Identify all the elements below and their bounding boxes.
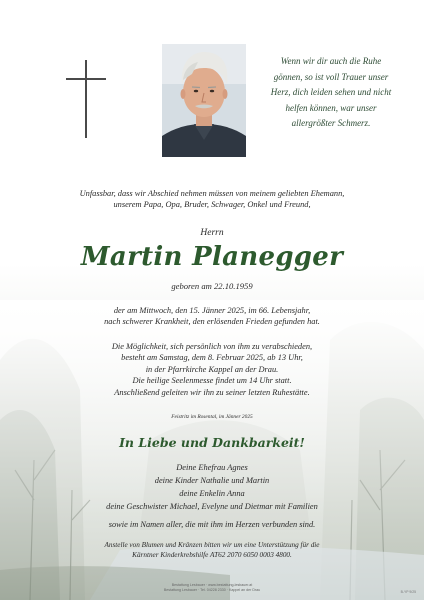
print-code: B-YP 9/25 — [400, 590, 416, 594]
footer-line: Bestattung Lesbauer · Tel. 04228 2330 · Kappel an der Drau — [163, 588, 261, 592]
ceremony-line: besteht am Samstag, dem 8. Februar 2025, ab 13 Uhr, — [121, 353, 303, 363]
cross-icon — [66, 60, 106, 138]
memorial-quote — [254, 54, 408, 132]
family-children: deine Kinder Nathalie und Martin — [154, 476, 270, 486]
ceremony-line: Anschließend geleiten wir ihn zu seiner letzten Ruhestätte. — [114, 387, 310, 397]
donation-request — [20, 541, 404, 560]
quote-line: allergrößter Schmerz. — [291, 118, 371, 128]
funeral-home-footer — [10, 583, 414, 593]
ceremony-line: in der Pfarrkirche Kappel an der Drau. — [145, 364, 279, 374]
footer-line: Bestattung Lesbauer · www.bestattung-lesbauer.at — [171, 583, 253, 587]
family-grandchild: deine Enkelin Anna — [179, 489, 245, 499]
death-line: der am Mittwoch, den 15. Jänner 2025, im 66. Lebensjahr, — [113, 306, 311, 315]
quote-line: Herz, dich leiden sehen und nicht — [270, 87, 392, 97]
ceremony-line: Die Möglichkeit, sich persönlich von ihm zu verabschieden, — [111, 342, 313, 351]
salutation: Herrn — [200, 228, 224, 238]
intro-text — [20, 188, 404, 211]
ceremony-line: Die heilige Seelenmesse findet um 14 Uhr statt. — [132, 376, 292, 386]
family-wife: Deine Ehefrau Agnes — [176, 463, 248, 472]
death-line: nach schwerer Krankheit, den erlösenden Frieden gefunden hat. — [104, 317, 320, 327]
quote-line: Wenn wir dir auch die Ruhe — [280, 56, 382, 66]
ceremony-info — [20, 341, 404, 398]
quote-line: gönnen, so ist voll Trauer unser — [273, 71, 389, 82]
family-siblings: deine Geschwister Michael, Evelyne und Dietmar mit Familien — [106, 502, 318, 512]
family-others: sowie im Namen aller, die mit ihm im Herzen verbunden sind. — [108, 519, 316, 529]
love-heading: In Liebe und Dankbarkeit! — [119, 435, 305, 450]
donation-line: Anstelle von Blumen und Kränzen bitten wir um eine Unterstützung für die — [104, 541, 320, 549]
deceased-portrait-photo — [162, 44, 246, 157]
donation-line: Kärntner Kinderkrebshilfe AT62 2070 6050 0003 4800. — [132, 550, 292, 559]
quote-line: helfen können, war unser — [285, 102, 377, 113]
birth-date: geboren am 22.10.1959 — [171, 281, 253, 291]
intro-line: unserem Papa, Opa, Bruder, Schwager, Onkel und Freund, — [113, 200, 311, 210]
intro-line: Unfassbar, dass wir Abschied nehmen müssen von meinem geliebten Ehemann, — [79, 189, 345, 198]
family-list — [20, 462, 404, 532]
place-and-date: Feistritz im Rosental, im Jänner 2025 — [171, 414, 253, 420]
death-notice — [20, 305, 404, 328]
deceased-name: Martin Planegger — [80, 242, 344, 272]
